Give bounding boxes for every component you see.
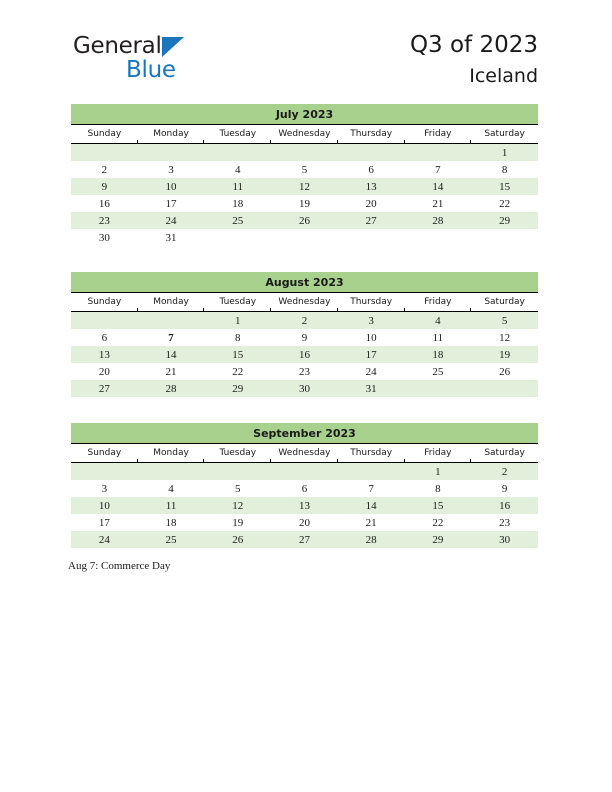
- day-cell[interactable]: 23: [471, 514, 538, 531]
- day-cell[interactable]: 5: [204, 480, 271, 497]
- day-cell[interactable]: 4: [138, 480, 205, 497]
- day-cell[interactable]: 20: [271, 514, 338, 531]
- weekday-header-wednesday: Wednesday: [271, 293, 338, 312]
- day-cell[interactable]: 16: [271, 346, 338, 363]
- weekday-header-sunday: Sunday: [71, 293, 138, 312]
- page-header: [0, 0, 612, 96]
- day-cell[interactable]: 29: [405, 531, 472, 548]
- weekday-header-thursday: Thursday: [338, 125, 405, 144]
- day-cell[interactable]: 22: [204, 363, 271, 380]
- day-cell[interactable]: 12: [471, 329, 538, 346]
- month-title: August 2023: [71, 272, 538, 293]
- day-cell[interactable]: 25: [405, 363, 472, 380]
- day-cell[interactable]: 23: [271, 363, 338, 380]
- week-row: [71, 380, 538, 397]
- day-cell[interactable]: 6: [271, 480, 338, 497]
- weekday-header-friday: Friday: [405, 293, 472, 312]
- triangle-icon: [162, 37, 184, 57]
- month-title: July 2023: [71, 104, 538, 125]
- day-cell[interactable]: 2: [71, 161, 138, 178]
- weekday-header-monday: Monday: [138, 293, 205, 312]
- day-cell[interactable]: 24: [138, 212, 205, 229]
- weekday-header-monday: Monday: [138, 444, 205, 463]
- day-cell-empty: [338, 463, 405, 481]
- day-cell[interactable]: 19: [271, 195, 338, 212]
- week-row: [71, 161, 538, 178]
- footnotes-container: [68, 558, 548, 574]
- day-cell[interactable]: 7: [405, 161, 472, 178]
- week-row: [71, 329, 538, 346]
- day-cell[interactable]: 18: [204, 195, 271, 212]
- day-cell[interactable]: 30: [271, 380, 338, 397]
- day-cell[interactable]: 30: [71, 229, 138, 246]
- weekday-header-tuesday: Tuesday: [204, 125, 271, 144]
- weekday-header-tuesday: Tuesday: [204, 444, 271, 463]
- day-cell[interactable]: 9: [271, 329, 338, 346]
- week-row: [71, 212, 538, 229]
- day-cell[interactable]: 1: [471, 144, 538, 162]
- day-cell[interactable]: 24: [71, 531, 138, 548]
- logo-text-blue: Blue: [126, 57, 176, 83]
- months-container: [71, 104, 538, 574]
- month-block: [71, 272, 538, 397]
- day-cell[interactable]: 20: [338, 195, 405, 212]
- weekday-header-row: [71, 444, 538, 463]
- page-subtitle-country: Iceland: [469, 65, 538, 87]
- day-cell[interactable]: 15: [204, 346, 271, 363]
- day-cell[interactable]: 10: [338, 329, 405, 346]
- logo-text-general: General: [73, 33, 162, 59]
- day-cell[interactable]: 12: [271, 178, 338, 195]
- day-cell[interactable]: 18: [138, 514, 205, 531]
- day-cell-empty: [71, 463, 138, 481]
- day-cell[interactable]: 3: [338, 312, 405, 330]
- month-table: [71, 293, 538, 397]
- day-cell-empty: [338, 144, 405, 162]
- day-cell[interactable]: 18: [405, 346, 472, 363]
- day-cell-empty: [471, 380, 538, 397]
- weekday-header-saturday: Saturday: [471, 444, 538, 463]
- day-cell[interactable]: 5: [271, 161, 338, 178]
- month-block: [71, 423, 538, 548]
- day-cell[interactable]: 28: [405, 212, 472, 229]
- day-cell[interactable]: 1: [204, 312, 271, 330]
- weekday-header-thursday: Thursday: [338, 444, 405, 463]
- day-cell-holiday[interactable]: 7: [138, 329, 205, 346]
- day-cell[interactable]: 3: [71, 480, 138, 497]
- weekday-header-friday: Friday: [405, 444, 472, 463]
- day-cell[interactable]: 12: [204, 497, 271, 514]
- week-row: [71, 178, 538, 195]
- general-blue-logo: [73, 33, 283, 89]
- day-cell[interactable]: 25: [138, 531, 205, 548]
- month-table: [71, 125, 538, 246]
- day-cell[interactable]: 14: [405, 178, 472, 195]
- week-row: [71, 531, 538, 548]
- day-cell[interactable]: 21: [338, 514, 405, 531]
- weekday-header-row: [71, 293, 538, 312]
- week-row: [71, 195, 538, 212]
- day-cell-empty: [204, 229, 271, 246]
- day-cell-empty: [271, 229, 338, 246]
- day-cell[interactable]: 20: [71, 363, 138, 380]
- day-cell[interactable]: 13: [71, 346, 138, 363]
- day-cell[interactable]: 29: [204, 380, 271, 397]
- week-row: [71, 497, 538, 514]
- week-row: [71, 144, 538, 162]
- title-block: [410, 30, 538, 90]
- day-cell[interactable]: 21: [138, 363, 205, 380]
- day-cell[interactable]: 26: [471, 363, 538, 380]
- week-row: [71, 363, 538, 380]
- day-cell-empty: [204, 463, 271, 481]
- day-cell-empty: [405, 380, 472, 397]
- day-cell[interactable]: 3: [138, 161, 205, 178]
- weekday-header-tuesday: Tuesday: [204, 293, 271, 312]
- day-cell[interactable]: 25: [204, 212, 271, 229]
- week-row: [71, 229, 538, 246]
- day-cell[interactable]: 17: [338, 346, 405, 363]
- day-cell[interactable]: 22: [405, 514, 472, 531]
- day-cell-empty: [204, 144, 271, 162]
- day-cell[interactable]: 17: [138, 195, 205, 212]
- holiday-footnote: Aug 7: Commerce Day: [68, 560, 171, 572]
- day-cell[interactable]: 9: [71, 178, 138, 195]
- day-cell[interactable]: 4: [405, 312, 472, 330]
- day-cell[interactable]: 27: [338, 212, 405, 229]
- week-row: [71, 480, 538, 497]
- day-cell-empty: [271, 144, 338, 162]
- day-cell-empty: [471, 229, 538, 246]
- month-block: [71, 104, 538, 246]
- day-cell-empty: [71, 144, 138, 162]
- day-cell[interactable]: 19: [471, 346, 538, 363]
- day-cell[interactable]: 8: [471, 161, 538, 178]
- day-cell[interactable]: 10: [138, 178, 205, 195]
- week-row: [71, 346, 538, 363]
- weekday-header-friday: Friday: [405, 125, 472, 144]
- week-row: [71, 514, 538, 531]
- day-cell[interactable]: 14: [138, 346, 205, 363]
- day-cell[interactable]: 15: [471, 178, 538, 195]
- day-cell[interactable]: 17: [71, 514, 138, 531]
- day-cell[interactable]: 16: [471, 497, 538, 514]
- weekday-header-row: [71, 125, 538, 144]
- weekday-header-sunday: Sunday: [71, 444, 138, 463]
- day-cell[interactable]: 4: [204, 161, 271, 178]
- weekday-header-saturday: Saturday: [471, 293, 538, 312]
- day-cell[interactable]: 1: [405, 463, 472, 481]
- day-cell[interactable]: 29: [471, 212, 538, 229]
- weekday-header-sunday: Sunday: [71, 125, 138, 144]
- day-cell[interactable]: 27: [71, 380, 138, 397]
- day-cell[interactable]: 30: [471, 531, 538, 548]
- day-cell-empty: [138, 463, 205, 481]
- day-cell[interactable]: 2: [471, 463, 538, 481]
- month-title: September 2023: [71, 423, 538, 444]
- day-cell[interactable]: 31: [338, 380, 405, 397]
- day-cell[interactable]: 5: [471, 312, 538, 330]
- week-row: [71, 463, 538, 481]
- day-cell[interactable]: 11: [204, 178, 271, 195]
- weekday-header-monday: Monday: [138, 125, 205, 144]
- weekday-header-saturday: Saturday: [471, 125, 538, 144]
- weekday-header-wednesday: Wednesday: [271, 444, 338, 463]
- day-cell-empty: [405, 144, 472, 162]
- day-cell[interactable]: 14: [338, 497, 405, 514]
- day-cell[interactable]: 2: [271, 312, 338, 330]
- day-cell[interactable]: 19: [204, 514, 271, 531]
- logo-top-row: [73, 33, 184, 59]
- day-cell[interactable]: 8: [204, 329, 271, 346]
- day-cell[interactable]: 16: [71, 195, 138, 212]
- day-cell[interactable]: 7: [338, 480, 405, 497]
- day-cell[interactable]: 11: [138, 497, 205, 514]
- day-cell[interactable]: 10: [71, 497, 138, 514]
- month-table: [71, 444, 538, 548]
- day-cell[interactable]: 22: [471, 195, 538, 212]
- day-cell[interactable]: 13: [271, 497, 338, 514]
- day-cell[interactable]: 28: [338, 531, 405, 548]
- page-title: Q3 of 2023: [409, 32, 538, 58]
- day-cell[interactable]: 31: [138, 229, 205, 246]
- day-cell[interactable]: 23: [71, 212, 138, 229]
- day-cell[interactable]: 24: [338, 363, 405, 380]
- day-cell[interactable]: 8: [405, 480, 472, 497]
- day-cell[interactable]: 9: [471, 480, 538, 497]
- day-cell-empty: [271, 463, 338, 481]
- day-cell[interactable]: 13: [338, 178, 405, 195]
- day-cell[interactable]: 21: [405, 195, 472, 212]
- day-cell[interactable]: 15: [405, 497, 472, 514]
- week-row: [71, 312, 538, 330]
- day-cell[interactable]: 6: [338, 161, 405, 178]
- day-cell[interactable]: 28: [138, 380, 205, 397]
- day-cell-empty: [71, 312, 138, 330]
- day-cell-empty: [405, 229, 472, 246]
- day-cell-empty: [138, 312, 205, 330]
- day-cell[interactable]: 11: [405, 329, 472, 346]
- day-cell-empty: [138, 144, 205, 162]
- day-cell[interactable]: 26: [204, 531, 271, 548]
- weekday-header-wednesday: Wednesday: [271, 125, 338, 144]
- day-cell[interactable]: 27: [271, 531, 338, 548]
- day-cell-empty: [338, 229, 405, 246]
- day-cell[interactable]: 6: [71, 329, 138, 346]
- weekday-header-thursday: Thursday: [338, 293, 405, 312]
- day-cell[interactable]: 26: [271, 212, 338, 229]
